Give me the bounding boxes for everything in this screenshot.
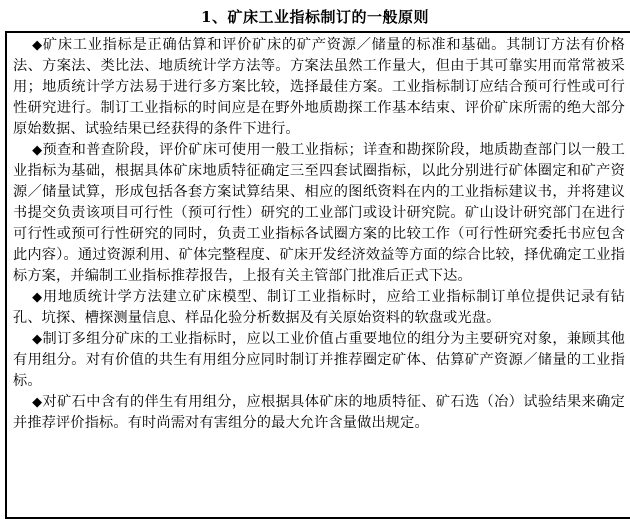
paragraph-geostatistics (13, 287, 625, 329)
diamond-bullet-icon: ◆ (32, 143, 43, 158)
paragraph-text: 对矿石中含有的伴生有用组分，应根据具体矿床的地质特征、矿石选（冶）试验结果来确定并推荐评价指标。有时尚需对有害组分的最大允许含量做出规定。 (13, 394, 625, 431)
paragraph-text: 预查和普查阶段，评价矿床可使用一般工业指标；详查和勘探阶段，地质勘查部门以一般工业指标为基础，根据具体矿床地质特征确定三至四套试圈指标，以此分别进行矿体圈定和矿产资源／储量试算，形成包括各套方案试算结果、相应的图纸资料在内的工业指标建议书，并将建议书提交负责该项目可行性（预可行性）研究的工业部门或设计研究院。矿山设计研究部门在进行可行性或预可行性研究的同时，负责工业指标各试圈方案的比较工作（可行性研究委托书应包含此内容）。通过资源利用、矿体完整程度、矿床开发经济效益等方面的综合比较，择优确定工业指标方案，并编制工业指标推荐报告，上报有关主管部门批准后正式下达。 (13, 142, 625, 284)
paragraph-associated-components (13, 392, 625, 434)
paragraph-multicomponent (13, 329, 625, 392)
section-title: 1、矿床工业指标制订的一般原则 (201, 8, 429, 26)
paragraph-text: 用地质统计学方法建立矿床模型、制订工业指标时，应给工业指标制订单位提供记录有钻孔、坑探、槽探测量信息、样品化验分析数据及有关原始资料的软盘或光盘。 (13, 289, 625, 326)
paragraph-stages (13, 140, 625, 287)
paragraph-text: 矿床工业指标是正确估算和评价矿床的矿产资源／储量的标准和基础。其制订方法有价格法、方案法、类比法、地质统计学方法等。方案法虽然工作量大，但由于其可靠实用而常常被采用；地质统计学方法易于进行多方案比较，选择最佳方案。工业指标制订应结合预可行性或可行性研究进行。制订工业指标的时间应是在野外地质勘探工作基本结束、评价矿床所需的绝大部分原始数据、试验结果已经获得的条件下进行。 (13, 37, 625, 137)
diamond-bullet-icon: ◆ (32, 290, 43, 305)
diamond-bullet-icon: ◆ (32, 38, 43, 53)
diamond-bullet-icon: ◆ (32, 332, 43, 347)
diamond-bullet-icon: ◆ (32, 395, 43, 410)
bordered-text-box (5, 31, 630, 519)
paragraph-methods (13, 35, 625, 140)
paragraph-text: 制订多组分矿床的工业指标时，应以工业价值占重要地位的组分为主要研究对象，兼顾其他有用组分。对有价值的共生有用组分应同时制订并推荐圈定矿体、估算矿产资源／储量的工业指标。 (13, 331, 625, 389)
